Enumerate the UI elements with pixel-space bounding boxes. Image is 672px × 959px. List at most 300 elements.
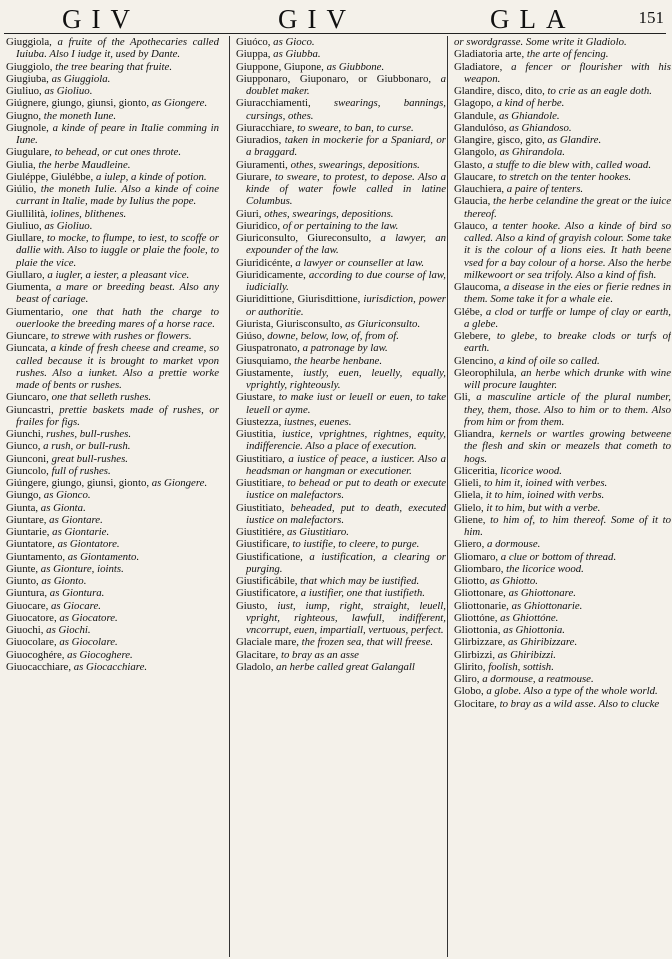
entry-definition: as Giocatore. (56, 611, 118, 624)
entry-definition: swearings, bannings, cursings, othes. (246, 97, 446, 122)
entry-headword: Giuridicamente, (236, 268, 306, 281)
entry-headword: Giunte, (6, 562, 39, 575)
dictionary-entry (6, 306, 219, 331)
entry-definition: as Ghiribizzi. (495, 648, 556, 661)
dictionary-entry (236, 48, 446, 60)
entry-definition: beheaded, put to death, executed iustice on malefactors. (246, 501, 446, 526)
entry-definition: as Ghiottonare. (505, 587, 576, 600)
entry-definition: as Gioco. (270, 36, 315, 48)
dictionary-entry (6, 489, 219, 501)
dictionary-entry (454, 36, 671, 48)
entry-headword: Gliela, (454, 489, 484, 502)
dictionary-entry (454, 159, 671, 171)
entry-headword: Giunta, (6, 501, 39, 514)
entry-headword: Giuspatronato, (236, 342, 300, 355)
dictionary-entry (454, 538, 671, 550)
dictionary-entry (236, 171, 446, 208)
entry-headword: Giugnole, (6, 121, 49, 134)
dictionary-entry (454, 489, 671, 501)
entry-headword: Giuocoghére, (6, 648, 65, 661)
dictionary-entry (236, 318, 446, 330)
dictionary-entry (236, 477, 446, 502)
entry-headword: Glirbizzi, (454, 648, 496, 661)
entry-headword: Giuppone, Giupone, (236, 60, 324, 73)
entry-definition: a masculine article of the plural number, they, them, those. Also to him or to them. Also from him or from them. (464, 391, 671, 428)
entry-definition: licorice wood. (497, 464, 562, 477)
entry-definition: iustly, euen, leuelly, equally, vprightly, righteously. (246, 366, 446, 391)
entry-definition: the moneth Iune. (41, 109, 117, 122)
dictionary-entry (236, 208, 446, 220)
dictionary-entry (236, 293, 446, 318)
dictionary-entry (454, 367, 671, 392)
dictionary-entry (6, 428, 219, 440)
entry-definition: to stretch on the tenter hookes. (495, 170, 632, 183)
dictionary-entry (454, 514, 671, 539)
dictionary-entry (454, 183, 671, 195)
entry-headword: Giullare, (6, 232, 45, 244)
entry-definition: a lawyer or counseller at law. (292, 256, 425, 269)
entry-headword: Glandire, disco, dito, (454, 85, 545, 97)
entry-definition: a lawyer, an expounder of the law. (246, 232, 446, 257)
dictionary-entry (236, 453, 446, 478)
entry-headword: Gleorophilula, (454, 366, 517, 379)
entry-definition: a doublet maker. (246, 72, 446, 97)
entry-definition: iurisdiction, power or authoritie. (246, 293, 446, 318)
dictionary-entry (454, 698, 671, 710)
entry-definition: a iulep, a kinde of potion. (93, 170, 207, 183)
dictionary-entry (6, 526, 219, 538)
entry-definition: it to him, ioined with verbs. (483, 489, 605, 502)
dictionary-entry (236, 600, 446, 637)
dictionary-entry (6, 183, 219, 208)
dictionary-entry (6, 502, 219, 514)
entry-headword: Glangolo, (454, 146, 497, 159)
entry-definition: a fruite of the Apothecaries called Iuiuba. Also I iudge it, used by Dante. (16, 36, 219, 61)
entry-headword: Gliottonare, (454, 587, 506, 600)
column-right (447, 36, 671, 957)
entry-headword: Giumentario, (6, 305, 64, 318)
entry-headword: Gliotto, (454, 575, 488, 587)
dictionary-entry (236, 36, 446, 48)
entry-headword: Giúgnere, giungo, giunsi, gionto, (6, 97, 150, 110)
dictionary-entry (236, 649, 446, 661)
entry-headword: Gladolo, (236, 660, 274, 673)
entry-definition: a iustification, a clearing or purging. (246, 550, 446, 575)
entry-headword: Giuncata, (6, 342, 48, 355)
dictionary-entry (6, 453, 219, 465)
dictionary-entry (6, 208, 219, 220)
dictionary-entry (6, 36, 219, 61)
dictionary-entry (236, 367, 446, 392)
entry-definition: the moneth Iulie. Also a kinde of coine currant in Italie, made by Iulius the pope. (16, 183, 219, 208)
dictionary-entry (454, 465, 671, 477)
entry-headword: Glencino, (454, 354, 497, 367)
entry-headword: Glieli, (454, 477, 482, 489)
dictionary-entry (6, 391, 219, 403)
entry-definition: as Ghiottóne. (497, 611, 559, 624)
dictionary-entry (6, 440, 219, 452)
entry-definition: as Giontatore. (54, 538, 120, 551)
dictionary-entry (236, 587, 446, 599)
dictionary-entry (454, 612, 671, 624)
entry-headword: Gladiatoria arte, (454, 48, 525, 61)
entry-definition: as Ghiottonia. (500, 624, 565, 636)
entry-headword: Gladiatore, (454, 60, 503, 73)
dictionary-entry (6, 551, 219, 563)
entry-definition: to sweare, to protest, to depose. Also a kinde of water fowle called in latine Columbus. (246, 170, 446, 208)
entry-headword: Giuri, (236, 207, 262, 220)
entry-headword: Giúso, (236, 330, 265, 342)
entry-headword: Giuggiola, (6, 36, 52, 48)
dictionary-entry (6, 97, 219, 109)
entry-headword: Glagopo, (454, 97, 494, 110)
dictionary-entry (6, 146, 219, 158)
dictionary-entry (454, 673, 671, 685)
dictionary-entry (236, 575, 446, 587)
dictionary-entry (236, 257, 446, 269)
dictionary-entry (6, 110, 219, 122)
header-rule (4, 33, 666, 34)
entry-headword: Glaucoma, (454, 281, 502, 293)
header-left: GIV (62, 4, 140, 34)
dictionary-entry (454, 563, 671, 575)
dictionary-entry (454, 220, 671, 281)
entry-headword: Giuggiolo, (6, 60, 53, 73)
entry-headword: Giuridittione, Giurisdittione, (236, 293, 361, 306)
entry-headword: Giungo, (6, 489, 42, 502)
entry-definition: prettie baskets made of rushes, or frailes for figs. (16, 403, 219, 428)
entry-definition: to sweare, to ban, to curse. (294, 121, 414, 134)
entry-definition: a clue or bottom of thread. (498, 550, 617, 563)
dictionary-entry (6, 269, 219, 281)
entry-headword: Giullilità, (6, 207, 48, 220)
entry-headword: Giustamente, (236, 366, 294, 379)
entry-headword: Giuradios, (236, 134, 282, 146)
dictionary-entry (236, 330, 446, 342)
entry-headword: Giustitia, (236, 428, 276, 440)
dictionary-entry (454, 110, 671, 122)
dictionary-entry (6, 636, 219, 648)
dictionary-entry (454, 600, 671, 612)
entry-headword: Giusto, (236, 599, 268, 612)
entry-headword: Giumenta, (6, 281, 52, 293)
entry-definition: to him of, to him thereof. Some of it to him. (464, 513, 671, 538)
entry-definition: a paire of tenters. (504, 183, 584, 195)
page-number: 151 (638, 8, 664, 27)
entry-headword: Glauchiera, (454, 183, 505, 195)
entry-definition: as Giontare. (46, 513, 103, 526)
entry-definition: a iustifier, one that iustifieth. (298, 587, 425, 600)
entry-definition: as Gionture, ioints. (38, 562, 124, 575)
entry-headword: Giuntare, (6, 513, 47, 526)
entry-headword: Giustificábile, (236, 575, 298, 587)
entry-definition: to him it, ioined with verbes. (481, 477, 608, 489)
entry-headword: Giurista, Giurisconsulto, (236, 317, 343, 330)
dictionary-entry (236, 502, 446, 527)
header-right: GLA (490, 4, 576, 34)
entry-headword: Gliombaro, (454, 562, 504, 575)
dictionary-entry (236, 97, 446, 122)
entry-definition: kernels or wartles growing betweene the flesh and skin or meazels that cometh to hogs. (464, 428, 671, 465)
entry-definition: as Giubbone. (323, 60, 385, 73)
entry-definition: as Ghiribizzare. (505, 636, 578, 649)
dictionary-entry (454, 171, 671, 183)
entry-definition: as Ghiottonarie. (508, 599, 583, 612)
entry-definition: the herbe Maudleine. (35, 158, 131, 171)
entry-definition: as Giubba. (270, 48, 321, 61)
dictionary-entry (454, 122, 671, 134)
entry-definition: as Giontura. (47, 587, 105, 600)
dictionary-entry (236, 538, 446, 550)
dictionary-entry (6, 122, 219, 147)
entry-definition: othes, swearings, depositions. (287, 158, 420, 171)
dictionary-entry (454, 61, 671, 86)
entry-definition: to glebe, to breake clods or turfs of earth. (464, 330, 671, 355)
dictionary-entry (236, 391, 446, 416)
dictionary-entry (454, 195, 671, 220)
entry-headword: Giupponaro, Giuponaro, or Giubbonaro, (236, 72, 432, 85)
entry-definition: the herbe celandine the great or the iuice thereof. (464, 195, 671, 220)
dictionary-entry (454, 48, 671, 60)
entry-definition: or swordgrasse. Some write it Gladiolo. (454, 36, 627, 48)
entry-headword: Gliceritia, (454, 464, 498, 477)
entry-headword: Giuracchiamenti, (236, 97, 311, 110)
entry-headword: Giuochi, (6, 624, 44, 636)
entry-headword: Glirbizzare, (454, 636, 506, 649)
entry-definition: as Giontarie. (49, 526, 110, 538)
entry-definition: a globe. Also a type of the whole world. (483, 685, 658, 698)
entry-definition: the licorice wood. (503, 562, 584, 575)
dictionary-entry (236, 428, 446, 453)
entry-headword: Giúngere, giungo, giunsi, gionto, (6, 477, 150, 489)
entry-definition: of or pertaining to the law. (280, 219, 399, 232)
entry-headword: Glébe, (454, 305, 483, 318)
entry-definition: an herbe called great Galangall (273, 660, 415, 673)
dictionary-entry (454, 97, 671, 109)
entry-headword: Glandulóso, (454, 121, 507, 134)
entry-headword: Giuntura, (6, 587, 48, 600)
entry-definition: as Ghiandoso. (506, 121, 572, 134)
dictionary-entry (6, 85, 219, 97)
dictionary-entry (6, 477, 219, 489)
entry-headword: Giugiuba, (6, 72, 49, 85)
dictionary-entry (6, 61, 219, 73)
entry-headword: Glangire, gisco, gito, (454, 134, 545, 146)
entry-headword: Giuliuo, (6, 219, 42, 232)
entry-definition: as Ghiandole. (496, 109, 560, 122)
entry-headword: Giugulare, (6, 146, 52, 159)
dictionary-entry (6, 330, 219, 342)
entry-definition: a kinde of fresh cheese and creame, so called because it is brought to market vpon rushes. Also a iunket. Also a prettie worke made of bents or rushes. (16, 342, 219, 391)
entry-definition: a tenter hooke. Also a kinde of bird so called. Also a kind of grayish colour. Some take it is the colour of a lions eies. It hath beene vsed for a bay colour of a horse. Also the herbe milkewoort or sea trifoly. Also a kind of fish. (464, 219, 671, 281)
entry-definition: a patronage by law. (299, 342, 388, 355)
dictionary-entry (6, 563, 219, 575)
entry-definition: iust, iump, right, straight, leuell, vpright, righteous, lawfull, indifferent, vncorrupt, euen, impartiall, vertuous, perfect. (246, 599, 446, 636)
entry-definition: as Ghirandola. (496, 146, 565, 159)
dictionary-entry (236, 159, 446, 171)
entry-headword: Gliro, (454, 673, 480, 685)
entry-headword: Giuracchiare, (236, 121, 295, 134)
entry-definition: one that hath the charge to ouerlooke the breeding mares of a horse race. (16, 305, 219, 330)
entry-headword: Glocitare, (454, 697, 497, 710)
entry-definition: a fencer or flourisher with his weapon. (464, 60, 671, 85)
dictionary-entry (454, 85, 671, 97)
dictionary-entry (236, 636, 446, 648)
entry-definition: to mocke, to flumpe, to iest, to scoffe or dallie with. Also to iuggle or plaie the foole, to plaie the vice. (16, 232, 219, 269)
dictionary-entry (236, 269, 446, 294)
entry-headword: Giuléppe, Giulébbe, (6, 170, 94, 183)
dictionary-entry (454, 355, 671, 367)
dictionary-entry (454, 636, 671, 648)
dictionary-entry (454, 685, 671, 697)
entry-headword: Glasto, (454, 158, 485, 171)
dictionary-entry (236, 526, 446, 538)
entry-headword: Giuncastri, (6, 403, 54, 416)
dictionary-entry (236, 232, 446, 257)
entry-headword: Giuntamento, (6, 550, 66, 563)
dictionary-entry (236, 61, 446, 73)
entry-definition: according to due course of law, iudicially. (246, 268, 446, 293)
entry-definition: a iugler, a iester, a pleasant vice. (44, 268, 190, 281)
entry-definition: a rush, or bull-rush. (40, 440, 131, 453)
entry-headword: Gliomaro, (454, 550, 499, 563)
entry-headword: Giuocatore, (6, 611, 57, 624)
entry-definition: a disease in the eies or fierie rednes in them. Some take it for a whale eie. (464, 281, 671, 306)
dictionary-entry (6, 612, 219, 624)
entry-definition: as Gionto. (38, 575, 87, 587)
entry-headword: Giustitiato, (236, 501, 285, 514)
entry-definition: rushes, bull-rushes. (43, 428, 132, 440)
entry-definition: othes, swearings, depositions. (261, 207, 394, 220)
entry-definition: the arte of fencing. (524, 48, 609, 61)
entry-headword: Giuridico, (236, 219, 281, 232)
entry-headword: Giullaro, (6, 268, 45, 281)
dictionary-entry (6, 73, 219, 85)
entry-definition: as Giocare. (48, 599, 101, 612)
entry-definition: taken in mockerie for a Spaniard, or a braggard. (246, 134, 446, 159)
dictionary-entry (454, 649, 671, 661)
entry-definition: as Giongere. (149, 477, 208, 489)
entry-headword: Giúlio, (6, 183, 37, 195)
entry-headword: Giurare, (236, 170, 272, 183)
entry-definition: as Giochi. (43, 624, 91, 636)
entry-headword: Giustitiére, (236, 526, 285, 538)
entry-headword: Giustitiare, (236, 477, 285, 489)
entry-definition: downe, below, low, of, from of. (264, 330, 399, 342)
dictionary-entry (454, 306, 671, 331)
entry-definition: the frozen sea, that will freese. (298, 636, 434, 649)
entry-definition: a kinde of peare in Italie comming in Iune. (16, 121, 219, 146)
entry-definition: to strewe with rushes or flowers. (48, 330, 192, 342)
dictionary-entry (236, 220, 446, 232)
entry-headword: Giunco, (6, 440, 41, 453)
entry-definition: as Glandire. (544, 134, 602, 146)
entry-headword: Giuntatore, (6, 538, 55, 551)
entry-headword: Gli, (454, 391, 471, 404)
entry-headword: Glandule, (454, 109, 497, 122)
entry-headword: Glaucia, (454, 195, 491, 208)
entry-headword: Giuriconsulto, Giureconsulto, (236, 232, 372, 244)
dictionary-entry (454, 330, 671, 355)
entry-definition: full of rushes. (48, 464, 111, 477)
entry-definition: to make iust or leuell or euen, to take leuell or ayme. (246, 391, 446, 416)
entry-headword: Giuocare, (6, 599, 49, 612)
dictionary-entry (236, 134, 446, 159)
entry-headword: Giuncolo, (6, 464, 49, 477)
entry-headword: Gliene, (454, 513, 486, 526)
entry-definition: a kind of herbe. (493, 97, 565, 110)
entry-headword: Giustificatore, (236, 587, 299, 600)
entry-headword: Giustificare, (236, 538, 290, 551)
dictionary-entry (6, 342, 219, 391)
entry-headword: Giuocolare, (6, 636, 57, 649)
entry-definition: to behead or put to death or execute iustice on malefactors. (246, 477, 446, 502)
entry-headword: Gliottonarie, (454, 599, 509, 612)
dictionary-entry (236, 342, 446, 354)
dictionary-entry (236, 551, 446, 576)
entry-headword: Giulia, (6, 158, 36, 171)
entry-definition: as Gioliuo. (41, 85, 93, 97)
entry-definition: a dormouse. (484, 538, 541, 551)
entry-definition: to bray as a wild asse. Also to clucke (496, 697, 660, 710)
entry-headword: Glielo, (454, 501, 484, 514)
entry-headword: Giustare, (236, 391, 276, 404)
entry-definition: one that selleth rushes. (48, 391, 152, 404)
dictionary-entry (454, 551, 671, 563)
dictionary-entry (6, 587, 219, 599)
entry-headword: Giuntarie, (6, 526, 50, 538)
dictionary-entry (6, 281, 219, 306)
dictionary-entry (6, 624, 219, 636)
entry-definition: to bray as an asse (278, 648, 359, 661)
dictionary-entry (454, 428, 671, 465)
entry-definition: an herbe which drunke with wine will procure laughter. (464, 366, 671, 391)
dictionary-entry (236, 122, 446, 134)
entry-definition: as Giuggiola. (48, 72, 111, 85)
entry-headword: Gliero, (454, 538, 485, 551)
dictionary-entry (454, 661, 671, 673)
entry-definition: iolines, blithenes. (47, 207, 127, 220)
entry-definition: as Giontamento. (65, 550, 140, 563)
dictionary-entry (6, 575, 219, 587)
dictionary-entry (454, 281, 671, 306)
dictionary-entry (6, 171, 219, 183)
entry-headword: Giunconi, (6, 452, 49, 465)
entry-definition: a mare or breeding beast. Also any beast of cariage. (16, 281, 219, 306)
entry-definition: as Giocoghere. (64, 648, 133, 661)
entry-headword: Gliandra, (454, 428, 495, 440)
entry-definition: great bull-rushes. (48, 452, 128, 465)
entry-definition: foolish, sottish. (485, 660, 554, 673)
dictionary-entry (454, 134, 671, 146)
running-header (0, 2, 672, 34)
entry-definition: as Giustitiaro. (284, 526, 349, 538)
entry-definition: as Gionta. (38, 501, 86, 514)
entry-definition: the tree bearing that fruite. (52, 60, 173, 73)
entry-headword: Giuóco, (236, 36, 271, 48)
entry-definition: iustice, vprightnes, rightnes, equity, indifferencie. Also a place of execution. (246, 428, 446, 453)
header-center: GIV (278, 4, 356, 34)
entry-headword: Glebere, (454, 330, 491, 342)
dictionary-entry (454, 502, 671, 514)
dictionary-entry (6, 159, 219, 171)
entry-headword: Giuramenti, (236, 158, 288, 171)
dictionary-entry (454, 587, 671, 599)
entry-definition: a iustice of peace, a iusticer. Also a headsman or hangman or executioner. (246, 452, 446, 477)
dictionary-entry (236, 416, 446, 428)
dictionary-entry (236, 661, 446, 673)
entry-headword: Giuppa, (236, 48, 271, 61)
